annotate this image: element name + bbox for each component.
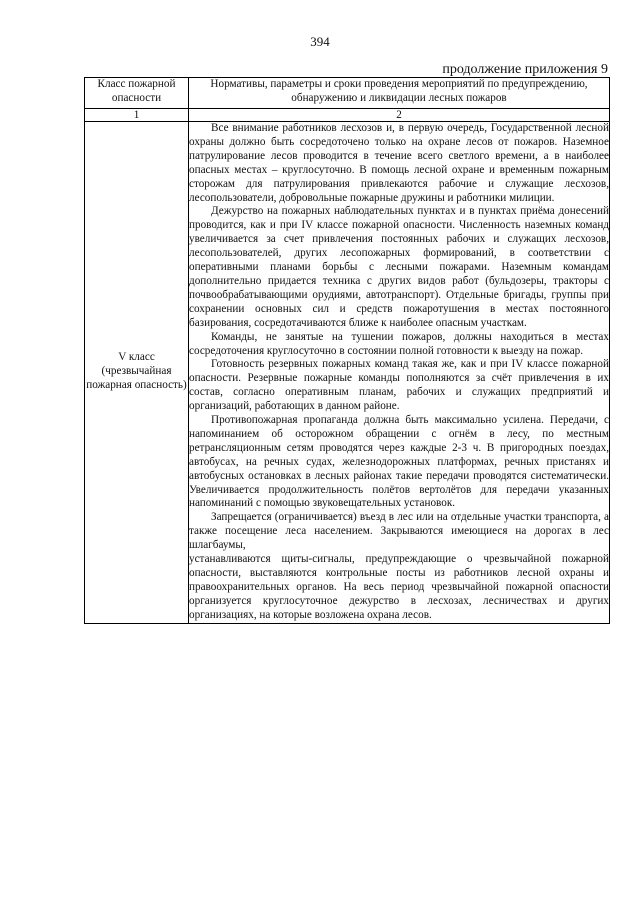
paragraph: Все внимание работников лесхозов и, в первую очередь, Государственной лесной охраны должно быть сосредоточено только на охране лесов от пожаров. Наземное патрулирование лесов проводится в течение всего светлого времени, а в наиболее опасных местах – круглосуточно. В помощь лесной охране и временным пожарным сторожам для патрулирования привлекаются рабочие и служащие лесхозов, лесопользователи, добровольные пожарные дружины и работники милиции. xyxy=(189,122,609,204)
page-number: 394 xyxy=(310,34,330,49)
norms-cell xyxy=(189,122,610,624)
paragraph: Команды, не занятые на тушении пожаров, должны находиться в местах сосредоточения круглосуточно в состоянии полной готовности к выезду на пожар. xyxy=(189,330,609,357)
paragraph: Дежурство на пожарных наблюдательных пунктах и в пунктах приёма донесений проводится, как и при IV классе пожарной опасности. Численность наземных команд увеличивается за счет привлечения постоянных рабочих и служащих лесхозов, лесопользователей, других лесопожарных формирований, в соответствии с оперативными планами борьбы с лесными пожарами. Наземным командам дополнительно придается техника с других видов работ (бульдозеры, тракторы с почвообрабатывающими орудиями, автотранспорт). Отдельные бригады, группы при сохранении основных сил и средств пожаротушения в местах постоянного базирования, сосредотачиваются ближе к наиболее опасным участкам. xyxy=(189,205,609,329)
paragraph: Готовность резервных пожарных команд такая же, как и при IV классе пожарной опасности. Резервные пожарные команды пополняются за счёт привлечения в их состав, согласно оперативным планам, рабочих и служащих предприятий и организаций, работающих в данном районе. xyxy=(189,358,609,413)
column-number-row xyxy=(85,109,610,122)
continuation-note: продолжение приложения 9 xyxy=(442,62,608,77)
class-label: V класс (чрезвычайная пожарная опасность) xyxy=(86,351,187,392)
paragraph: Запрещается (ограничивается) въезд в лес или на отдельные участки транспорта, а также посещение леса населением. Закрываются имеющиеся на дорогах в лес шлагбаумы, xyxy=(189,511,609,552)
table-header-row xyxy=(85,78,610,109)
header-norms-column: Нормативы, параметры и сроки проведения мероприятий по предупреждению, обнаружению и ликвидации лесных пожаров xyxy=(189,78,610,109)
paragraph: Противопожарная пропаганда должна быть максимально усилена. Передачи, с напоминанием об осторожном обращении с огнём в лесу, по местным ретрансляционным сетям проводятся через каждые 2-3 ч. В пригородных поездах, автобусах, на речных судах, железнодорожных платформах, речных пристанях и автобусных остановках в лесных районах такие передачи проводятся систематически. Увеличивается продолжительность полётов вертолётов для передачи указанных напоминаний с помощью звуковещательных установок. xyxy=(189,414,609,510)
column-number-2: 2 xyxy=(189,109,610,122)
header-class-column: Класс пожарной опасности xyxy=(85,78,189,109)
fire-danger-table xyxy=(84,77,610,624)
table-row xyxy=(85,122,610,624)
column-number-1: 1 xyxy=(85,109,189,122)
paragraph: устанавливаются щиты-сигналы, предупреждающие о чрезвычайной пожарной опасности, выставляются контрольные посты из работников лесной охраны и правоохранительных органов. На весь период чрезвычайной пожарной опасности организуется круглосуточное дежурство в лесхозах, лесничествах и других организациях, на которые возложена охрана лесов. xyxy=(189,553,609,621)
class-label-cell xyxy=(85,122,189,624)
